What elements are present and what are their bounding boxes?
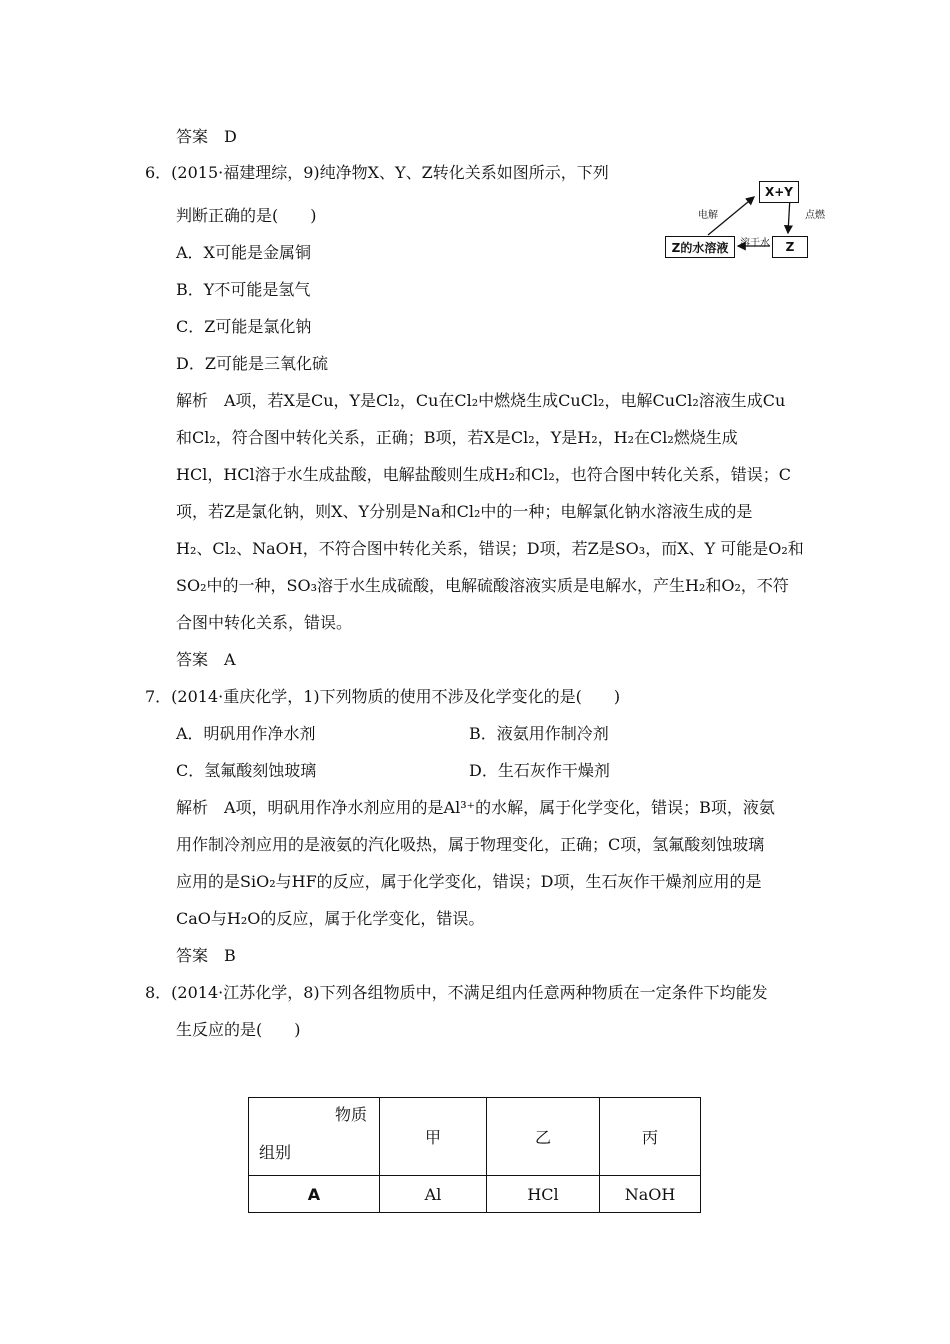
q7-analysis-line: 用作制冷剂应用的是液氨的汽化吸热，属于物理变化，正确；C项，氢氟酸刻蚀玻璃 bbox=[176, 835, 765, 854]
q7-stem: 7．(2014·重庆化学，1)下列物质的使用不涉及化学变化的是( ) bbox=[145, 687, 621, 706]
table-row bbox=[249, 1176, 701, 1213]
table-corner-cell bbox=[249, 1098, 380, 1176]
q6-stem: 6．(2015·福建理综，9)纯净物X、Y、Z转化关系如图所示，下列 bbox=[145, 163, 609, 182]
table-cell: NaOH bbox=[600, 1176, 701, 1213]
q7-option-d: D．生石灰作干燥剂 bbox=[469, 761, 610, 780]
q8-stem: 8．(2014·江苏化学，8)下列各组物质中，不满足组内任意两种物质在一定条件下均能发 bbox=[145, 983, 768, 1002]
q7-answer: 答案 B bbox=[176, 946, 236, 965]
q6-analysis-line: 项，若Z是氯化钠，则X、Y分别是Na和Cl₂中的一种；电解氯化钠水溶液生成的是 bbox=[176, 502, 753, 521]
q7-analysis-line: 解析 A项，明矾用作净水剂应用的是Al³⁺的水解，属于化学变化，错误；B项，液氨 bbox=[176, 798, 775, 817]
q8-stem-cont: 生反应的是( ) bbox=[176, 1020, 301, 1039]
q7-analysis-line: 应用的是SiO₂与HF的反应，属于化学变化，错误；D项，生石灰作干燥剂应用的是 bbox=[176, 872, 762, 891]
q6-analysis-line: HCl，HCl溶于水生成盐酸，电解盐酸则生成H₂和Cl₂，也符合图中转化关系，错误；C bbox=[176, 465, 792, 484]
q5-answer: 答案 D bbox=[176, 127, 237, 146]
corner-label-substance: 物质 bbox=[334, 1105, 367, 1124]
q6-option-b: B．Y不可能是氢气 bbox=[176, 280, 311, 299]
q7-option-a: A．明矾用作净水剂 bbox=[176, 724, 316, 743]
q7-option-b: B．液氨用作制冷剂 bbox=[469, 724, 609, 743]
q6-analysis-line: H₂、Cl₂、NaOH，不符合图中转化关系，错误；D项，若Z是SO₃，而X、Y 可能是O₂和 bbox=[176, 539, 804, 558]
diagram-node-xy: X+Y bbox=[759, 181, 799, 203]
q6-option-d: D．Z可能是三氧化硫 bbox=[176, 354, 328, 373]
table-header-cell: 丙 bbox=[600, 1098, 701, 1176]
corner-label-group: 组别 bbox=[259, 1143, 292, 1162]
q6-option-c: C．Z可能是氯化钠 bbox=[176, 317, 312, 336]
q8-table bbox=[248, 1097, 701, 1213]
table-header-row bbox=[249, 1098, 701, 1176]
q7-analysis-line: CaO与H₂O的反应，属于化学变化，错误。 bbox=[176, 909, 485, 928]
diagram-label-dissolve: 溶于水 bbox=[740, 238, 770, 249]
q6-analysis-line: 合图中转化关系，错误。 bbox=[176, 613, 353, 632]
diagram-label-electrolysis: 电解 bbox=[698, 210, 718, 221]
diagram-node-z-solution: Z的水溶液 bbox=[665, 236, 735, 258]
diagram-label-ignition: 点燃 bbox=[805, 210, 825, 221]
q6-analysis-line: 解析 A项，若X是Cu，Y是Cl₂，Cu在Cl₂中燃烧生成CuCl₂，电解CuCl₂溶液生成Cu bbox=[176, 391, 786, 410]
table-row-group: A bbox=[249, 1176, 380, 1213]
q6-analysis-line: 和Cl₂，符合图中转化关系，正确；B项，若X是Cl₂，Y是H₂，H₂在Cl₂燃烧生成 bbox=[176, 428, 738, 447]
q6-stem-cont: 判断正确的是( ) bbox=[176, 206, 317, 225]
diagram-node-z: Z bbox=[772, 236, 808, 258]
table-cell: Al bbox=[380, 1176, 487, 1213]
q6-analysis-line: SO₂中的一种，SO₃溶于水生成硫酸，电解硫酸溶液实质是电解水，产生H₂和O₂，不符 bbox=[176, 576, 789, 595]
q7-option-c: C．氢氟酸刻蚀玻璃 bbox=[176, 761, 317, 780]
table-header-cell: 乙 bbox=[487, 1098, 600, 1176]
table-header-cell: 甲 bbox=[380, 1098, 487, 1176]
table-cell: HCl bbox=[487, 1176, 600, 1213]
q6-answer: 答案 A bbox=[176, 650, 236, 669]
q6-option-a: A．X可能是金属铜 bbox=[176, 243, 311, 262]
